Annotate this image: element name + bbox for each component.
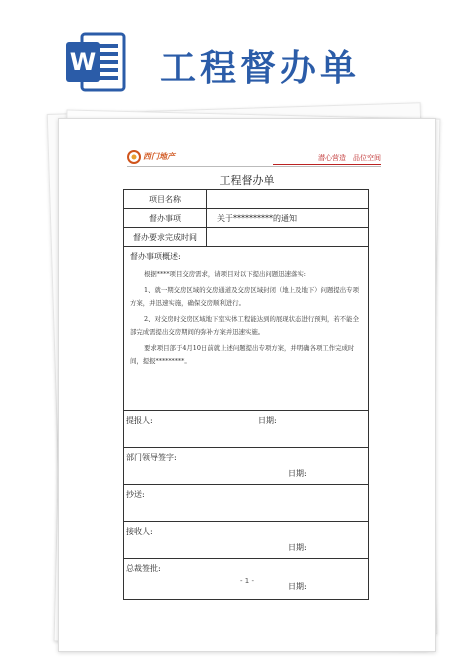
description-paragraph: 要求项目部于4月10日前就上述问题提出专项方案，并明确各项工作完成时间，提报*********。 xyxy=(130,344,355,365)
document-title: 工程督办单 xyxy=(219,174,275,187)
logo-text: 西门地产 xyxy=(143,151,175,161)
supervision-form xyxy=(123,189,369,600)
slogan: 潜心营造 品位空间 xyxy=(318,154,381,162)
company-logo xyxy=(127,149,175,163)
signature-label: 接收人: xyxy=(126,527,153,536)
word-icon xyxy=(64,30,128,94)
company-logo-icon xyxy=(127,149,141,163)
header-red-rule xyxy=(273,164,381,165)
form-row-matter xyxy=(124,209,368,228)
row-label: 督办事项 xyxy=(124,209,207,227)
row-label: 督办要求完成时间 xyxy=(124,228,207,246)
row-value[interactable]: 关于**********的通知 xyxy=(217,213,297,223)
description-paragraph: 1、就一期交房区域的交房通道及交房区域封闭（地上及地下）问题提出专项方案，并迅速实施，确保交房顺利进行。 xyxy=(130,286,359,307)
signature-row-submitter xyxy=(124,411,368,448)
description-paragraph: 根据****项目交房需求，请项目对以下提出问题迅速落实: xyxy=(144,270,306,278)
date-label: 日期: xyxy=(288,582,307,591)
date-label: 日期: xyxy=(288,469,307,478)
document-page xyxy=(58,118,436,652)
signature-row-department xyxy=(124,448,368,485)
description-heading: 督办事项概述: xyxy=(130,252,181,261)
form-row-deadline xyxy=(124,228,368,247)
signature-row-cc xyxy=(124,485,368,522)
signature-label: 提报人: xyxy=(126,416,153,425)
word-icon-letter: W xyxy=(69,48,97,76)
row-label: 项目名称 xyxy=(124,190,207,208)
signature-label: 部门领导签字: xyxy=(126,453,177,462)
signature-label: 总裁签批: xyxy=(126,564,161,573)
form-row-project-name xyxy=(124,190,368,209)
row-value[interactable] xyxy=(207,228,368,246)
header-grey-rule xyxy=(127,166,381,167)
row-value[interactable] xyxy=(207,190,368,208)
date-label: 日期: xyxy=(288,543,307,552)
banner-title: 工程督办单 xyxy=(160,48,361,89)
page-number: - 1 - xyxy=(240,577,254,585)
date-label: 日期: xyxy=(258,416,277,425)
signature-row-receiver xyxy=(124,522,368,559)
signature-label: 抄送: xyxy=(126,490,145,499)
description-paragraph: 2、对交房时交房区域地下室实体工程能达到的展现状态进行预判，若不能全部完成需提出交房期间的弥补方案并迅速实施。 xyxy=(130,315,359,336)
description-section xyxy=(124,247,368,411)
